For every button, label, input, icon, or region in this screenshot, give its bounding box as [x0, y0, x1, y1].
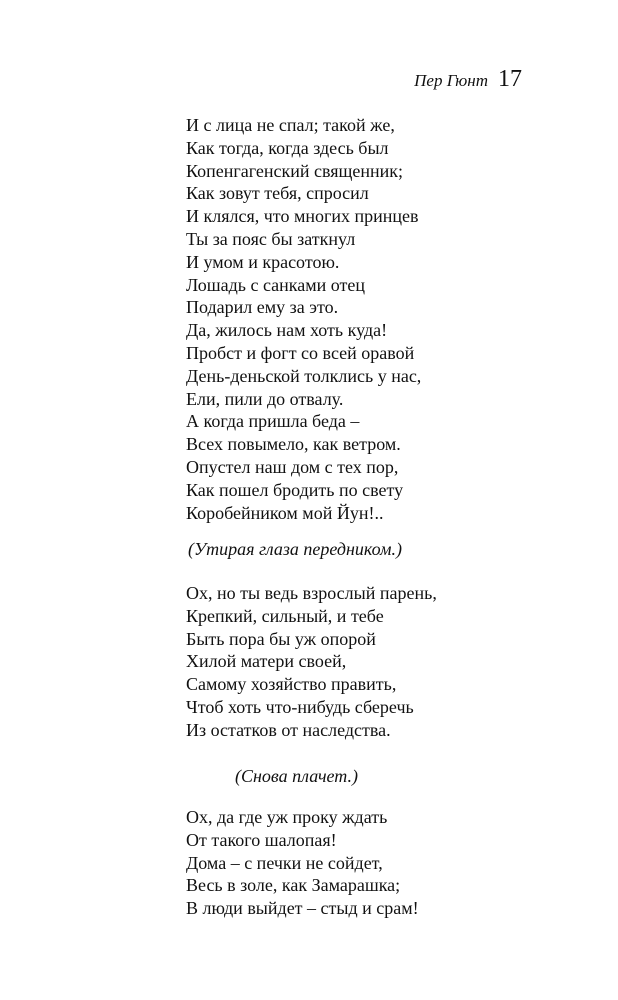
verse-line: Самому хозяйство править, [186, 674, 397, 695]
verse-stanza-1 [186, 114, 421, 524]
stage-direction: (Снова плачет.) [235, 766, 359, 786]
verse-line: А когда пришла беда – [186, 411, 360, 432]
verse-line: Как зовут тебя, спросил [186, 183, 369, 204]
verse-line: Копенгагенский священник; [186, 160, 404, 181]
verse-line: Из остатков от наследства. [186, 719, 391, 740]
verse-line: Ох, да где уж проку ждать [186, 807, 388, 827]
running-title: Пер Гюнт [414, 71, 488, 90]
verse-line: Опустел наш дом с тех пор, [186, 456, 399, 477]
verse-stanza-3 [186, 806, 419, 920]
verse-line: Крепкий, сильный, и тебе [186, 605, 384, 626]
verse-line: Коробейником мой Йун!.. [186, 502, 384, 523]
running-head [414, 66, 522, 93]
page-number: 17 [498, 66, 522, 92]
verse-line: Да, жилось нам хоть куда! [186, 320, 388, 341]
verse-line: Ох, но ты ведь взрослый парень, [186, 583, 437, 603]
verse-line: И с лица не спал; такой же, [186, 115, 395, 135]
verse-line: И умом и красотою. [186, 251, 340, 272]
verse-line: Ты за пояс бы заткнул [186, 228, 356, 249]
verse-line: Весь в золе, как Замарашка; [186, 875, 401, 896]
verse-line: Лошадь с санками отец [186, 274, 366, 295]
verse-line: В люди выйдет – стыд и срам! [186, 898, 419, 919]
verse-line: Быть пора бы уж опорой [186, 628, 376, 649]
verse-line: И клялся, что многих принцев [186, 206, 419, 227]
verse-line: От такого шалопая! [186, 829, 337, 850]
verse-line: Как пошел бродить по свету [186, 479, 404, 500]
verse-stanza-2 [186, 582, 437, 742]
verse-line: Хилой матери своей, [186, 651, 347, 672]
verse-line: Всех повымело, как ветром. [186, 434, 401, 455]
verse-line: Ели, пили до отвалу. [186, 388, 344, 409]
verse-line: Чтоб хоть что-нибудь сберечь [186, 696, 414, 717]
verse-line: День-деньской толклись у нас, [186, 365, 422, 386]
stage-direction: (Утирая глаза передником.) [188, 539, 402, 559]
verse-line: Как тогда, когда здесь был [186, 137, 389, 158]
verse-line: Пробст и фогт со всей оравой [186, 342, 415, 363]
verse-line: Дома – с печки не сойдет, [186, 852, 383, 873]
verse-line: Подарил ему за это. [186, 297, 339, 318]
